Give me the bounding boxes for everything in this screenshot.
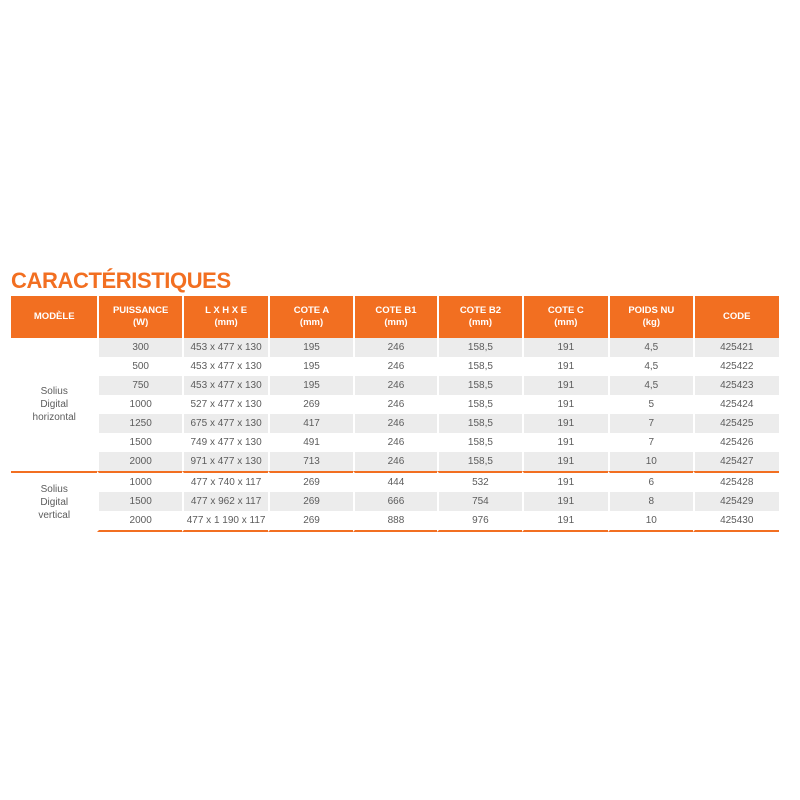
table-cell: 425425 bbox=[693, 414, 780, 433]
table-cell: 477 x 962 x 117 bbox=[182, 492, 268, 511]
table-cell: 425422 bbox=[693, 357, 780, 376]
table-cell: 477 x 740 x 117 bbox=[182, 471, 268, 492]
table-cell: 269 bbox=[268, 492, 352, 511]
table-cell: 158,5 bbox=[437, 452, 521, 471]
column-header-unit: (mm) bbox=[384, 317, 408, 328]
column-header-label: COTE A bbox=[293, 305, 330, 316]
column-header-label: COTE C bbox=[547, 305, 584, 316]
table-cell: 477 x 1 190 x 117 bbox=[182, 511, 268, 532]
table-cell: 10 bbox=[608, 511, 692, 532]
table-cell: 195 bbox=[268, 376, 352, 395]
table-cell: 713 bbox=[268, 452, 352, 471]
column-header-unit: (mm) bbox=[554, 317, 578, 328]
table-cell: 7 bbox=[608, 433, 692, 452]
table-cell: 158,5 bbox=[437, 376, 521, 395]
column-header-label: COTE B2 bbox=[459, 305, 501, 316]
table-cell: 453 x 477 x 130 bbox=[182, 338, 268, 357]
table-header bbox=[11, 296, 779, 338]
table-body bbox=[11, 338, 779, 532]
page-title: CARACTÉRISTIQUES bbox=[11, 268, 231, 293]
table-cell: 5 bbox=[608, 395, 692, 414]
table-cell: 750 bbox=[97, 376, 181, 395]
table-cell: 971 x 477 x 130 bbox=[182, 452, 268, 471]
model-name-line: Solius bbox=[40, 386, 68, 397]
column-header bbox=[11, 296, 97, 338]
column-header bbox=[437, 296, 521, 338]
table-cell: 300 bbox=[97, 338, 181, 357]
table-cell: 8 bbox=[608, 492, 692, 511]
table-cell: 1500 bbox=[97, 433, 181, 452]
column-header bbox=[608, 296, 692, 338]
column-header-unit: (mm) bbox=[299, 317, 324, 328]
table-cell: 425421 bbox=[693, 338, 780, 357]
table-cell: 191 bbox=[522, 414, 608, 433]
table-cell: 527 x 477 x 130 bbox=[182, 395, 268, 414]
table-cell: 425426 bbox=[693, 433, 780, 452]
column-header bbox=[268, 296, 352, 338]
table-cell: 754 bbox=[437, 492, 521, 511]
table-cell: 191 bbox=[522, 492, 608, 511]
table-cell: 246 bbox=[353, 433, 437, 452]
header-row bbox=[11, 296, 779, 338]
table-cell: 195 bbox=[268, 357, 352, 376]
table-cell: 191 bbox=[522, 357, 608, 376]
table-cell: 269 bbox=[268, 471, 352, 492]
table-cell: 1500 bbox=[97, 492, 181, 511]
table-cell: 4,5 bbox=[608, 357, 692, 376]
table-cell: 491 bbox=[268, 433, 352, 452]
table-cell: 4,5 bbox=[608, 376, 692, 395]
specifications-table bbox=[11, 296, 779, 532]
table-cell: 191 bbox=[522, 395, 608, 414]
table-cell: 425428 bbox=[693, 471, 780, 492]
table-cell: 888 bbox=[353, 511, 437, 532]
table-cell: 425423 bbox=[693, 376, 780, 395]
table-cell: 2000 bbox=[97, 452, 181, 471]
table-cell: 246 bbox=[353, 357, 437, 376]
table-row bbox=[11, 511, 779, 532]
model-name-line: horizontal bbox=[32, 412, 76, 423]
table-cell: 453 x 477 x 130 bbox=[182, 376, 268, 395]
table-cell: 10 bbox=[608, 452, 692, 471]
table-row bbox=[11, 414, 779, 433]
table-row bbox=[11, 433, 779, 452]
table-cell: 675 x 477 x 130 bbox=[182, 414, 268, 433]
column-header-label: COTE B1 bbox=[375, 305, 417, 316]
table-cell: 246 bbox=[353, 338, 437, 357]
table-cell: 158,5 bbox=[437, 433, 521, 452]
table-cell: 7 bbox=[608, 414, 692, 433]
column-header-label: CODE bbox=[723, 311, 751, 322]
model-cell bbox=[11, 471, 97, 532]
table-cell: 191 bbox=[522, 433, 608, 452]
table-cell: 269 bbox=[268, 395, 352, 414]
model-name-line: Solius bbox=[40, 484, 68, 495]
table-row bbox=[11, 452, 779, 471]
table-cell: 417 bbox=[268, 414, 352, 433]
table-row bbox=[11, 471, 779, 492]
table-cell: 453 x 477 x 130 bbox=[182, 357, 268, 376]
table-cell: 532 bbox=[437, 471, 521, 492]
model-name-line: Digital bbox=[40, 399, 69, 410]
column-header-label: POIDS NU bbox=[628, 305, 675, 316]
table-cell: 425427 bbox=[693, 452, 780, 471]
table-cell: 4,5 bbox=[608, 338, 692, 357]
table-cell: 246 bbox=[353, 395, 437, 414]
table-cell: 195 bbox=[268, 338, 352, 357]
table-cell: 1000 bbox=[97, 395, 181, 414]
table-cell: 158,5 bbox=[437, 338, 521, 357]
column-header bbox=[353, 296, 437, 338]
table-row bbox=[11, 395, 779, 414]
table-cell: 191 bbox=[522, 471, 608, 492]
column-header-unit: (mm) bbox=[214, 317, 238, 328]
table-cell: 158,5 bbox=[437, 395, 521, 414]
table-cell: 191 bbox=[522, 452, 608, 471]
model-name-line: vertical bbox=[38, 510, 71, 521]
column-header-label: MODÈLE bbox=[33, 311, 75, 322]
table-cell: 666 bbox=[353, 492, 437, 511]
table-cell: 246 bbox=[353, 414, 437, 433]
table-cell: 976 bbox=[437, 511, 521, 532]
table-cell: 2000 bbox=[97, 511, 181, 532]
table-cell: 158,5 bbox=[437, 357, 521, 376]
table-cell: 191 bbox=[522, 376, 608, 395]
table-cell: 246 bbox=[353, 376, 437, 395]
table-cell: 500 bbox=[97, 357, 181, 376]
column-header bbox=[97, 296, 181, 338]
table-cell: 749 x 477 x 130 bbox=[182, 433, 268, 452]
table-cell: 191 bbox=[522, 338, 608, 357]
column-header-label: L X H X E bbox=[205, 305, 248, 316]
table-row bbox=[11, 357, 779, 376]
table-cell: 425430 bbox=[693, 511, 780, 532]
table-cell: 1000 bbox=[97, 471, 181, 492]
table-cell: 6 bbox=[608, 471, 692, 492]
table-cell: 158,5 bbox=[437, 414, 521, 433]
table-cell: 269 bbox=[268, 511, 352, 532]
table-cell: 444 bbox=[353, 471, 437, 492]
table-cell: 191 bbox=[522, 511, 608, 532]
model-cell bbox=[11, 338, 97, 471]
table-row bbox=[11, 492, 779, 511]
column-header-unit: (W) bbox=[133, 317, 149, 328]
column-header bbox=[693, 296, 780, 338]
table-cell: 246 bbox=[353, 452, 437, 471]
table-row bbox=[11, 376, 779, 395]
table-cell: 1250 bbox=[97, 414, 181, 433]
table-cell: 425429 bbox=[693, 492, 780, 511]
column-header bbox=[522, 296, 608, 338]
table-cell: 425424 bbox=[693, 395, 780, 414]
table-row bbox=[11, 338, 779, 357]
column-header-unit: (kg) bbox=[642, 317, 660, 328]
model-name-line: Digital bbox=[40, 497, 69, 508]
column-header-label: PUISSANCE bbox=[112, 305, 169, 316]
column-header-unit: (mm) bbox=[468, 317, 493, 328]
column-header bbox=[182, 296, 268, 338]
